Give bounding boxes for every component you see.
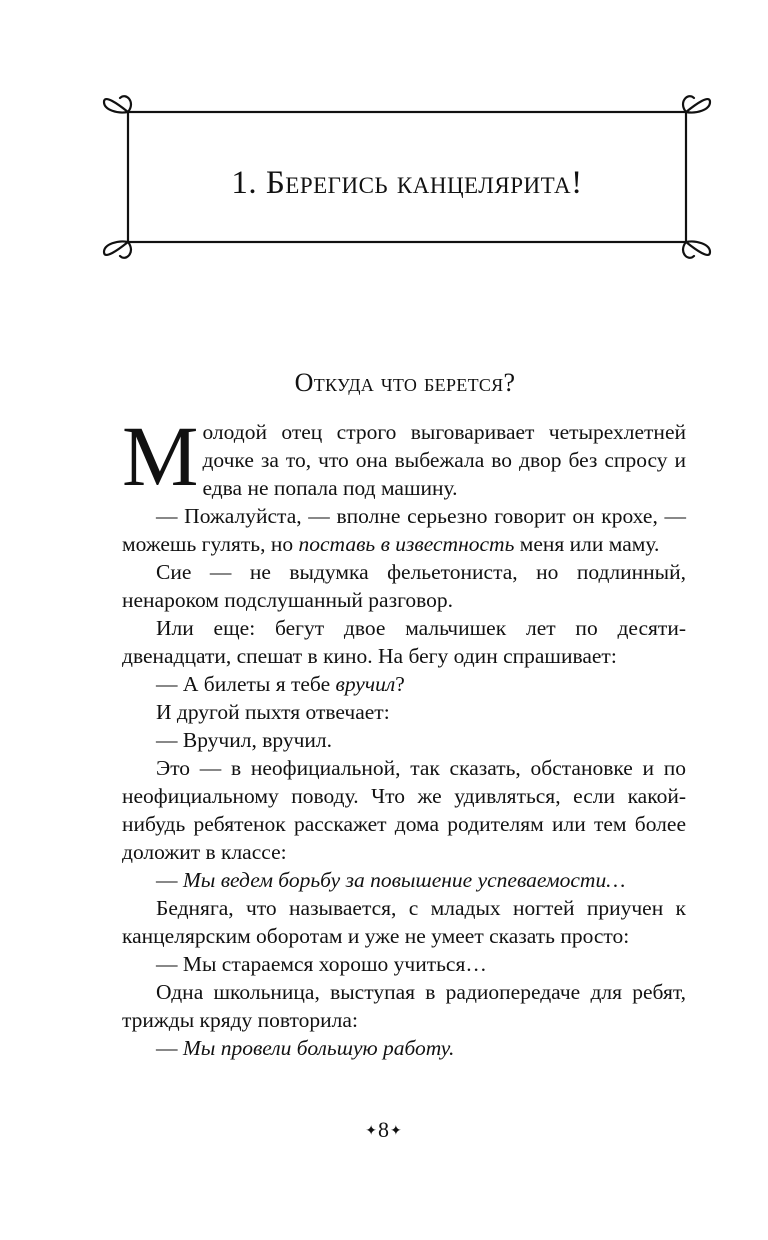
paragraph bbox=[122, 950, 686, 978]
corner-flourish-top-left bbox=[104, 96, 131, 112]
paragraph bbox=[122, 408, 686, 504]
text-run: Или еще: бегут двое мальчишек лет по десяти-двенадцати, спешат в кино. На бегу один спрашивает: bbox=[122, 616, 686, 668]
text-run: Одна школьница, выступая в радиопередаче для ребят, трижды кряду повторила: bbox=[122, 980, 686, 1032]
body-text bbox=[122, 408, 686, 1062]
drop-cap: М bbox=[122, 408, 199, 504]
text-run: И другой пыхтя отвечает: bbox=[156, 700, 390, 724]
text-run: — Мы стараемся хорошо учиться… bbox=[156, 952, 487, 976]
corner-flourish-bottom-left bbox=[104, 241, 131, 257]
text-run: ? bbox=[395, 672, 405, 696]
section-heading: Откуда что берется? bbox=[294, 368, 516, 397]
text-run: — А билеты я тебе bbox=[156, 672, 336, 696]
paragraph bbox=[122, 558, 686, 614]
italic-phrase: Мы ведем борьбу за повышение успеваемости… bbox=[182, 868, 626, 892]
text-run: Это — в неофициальной, так сказать, обстановке и по неофициальному поводу. Что же удивляться, если какой-нибудь ребятенок расскажет дома родителям или тем более доложит в классе: bbox=[122, 756, 686, 864]
paragraph bbox=[122, 1034, 686, 1062]
text-run: Сие — не выдумка фельетониста, но подлинный, ненароком подслушанный разговор. bbox=[122, 560, 686, 612]
paragraph bbox=[122, 866, 686, 894]
paragraph bbox=[122, 670, 686, 698]
italic-phrase: Мы провели большую работу. bbox=[182, 1036, 455, 1060]
paragraph bbox=[122, 978, 686, 1034]
corner-flourish-bottom-right bbox=[683, 241, 710, 257]
paragraph bbox=[122, 614, 686, 670]
text-run: — Пожалуйста, — вполне серьезно говорит он крохе, — можешь гулять, но bbox=[122, 504, 686, 556]
page-number-value: 8 bbox=[378, 1117, 390, 1142]
paragraph bbox=[122, 894, 686, 950]
italic-phrase: поставь в известность bbox=[298, 532, 515, 556]
paragraph bbox=[122, 754, 686, 866]
folio-ornament-right-icon: ✦ bbox=[390, 1124, 403, 1139]
chapter-title: 1. Берегись канцелярита! bbox=[231, 165, 583, 201]
corner-flourish-top-right bbox=[683, 96, 710, 112]
text-run: — bbox=[156, 1036, 183, 1060]
text-run: — bbox=[156, 868, 183, 892]
italic-phrase: вручил bbox=[335, 672, 396, 696]
folio-ornament-left-icon: ✦ bbox=[365, 1124, 378, 1139]
text-run: меня или маму. bbox=[514, 532, 660, 556]
page-number bbox=[0, 1117, 768, 1143]
paragraph bbox=[122, 726, 686, 754]
paragraph bbox=[122, 502, 686, 558]
text-run: Бедняга, что называется, с младых ногтей приучен к канцелярским оборотам и уже не умеет сказать просто: bbox=[122, 896, 686, 948]
text-run: — Вручил, вручил. bbox=[156, 728, 333, 752]
paragraph bbox=[122, 698, 686, 726]
text-run: олодой отец строго выговаривает четырехлетней дочке за то, что она выбежала во двор без спросу и едва не попала под машину. bbox=[202, 420, 686, 500]
